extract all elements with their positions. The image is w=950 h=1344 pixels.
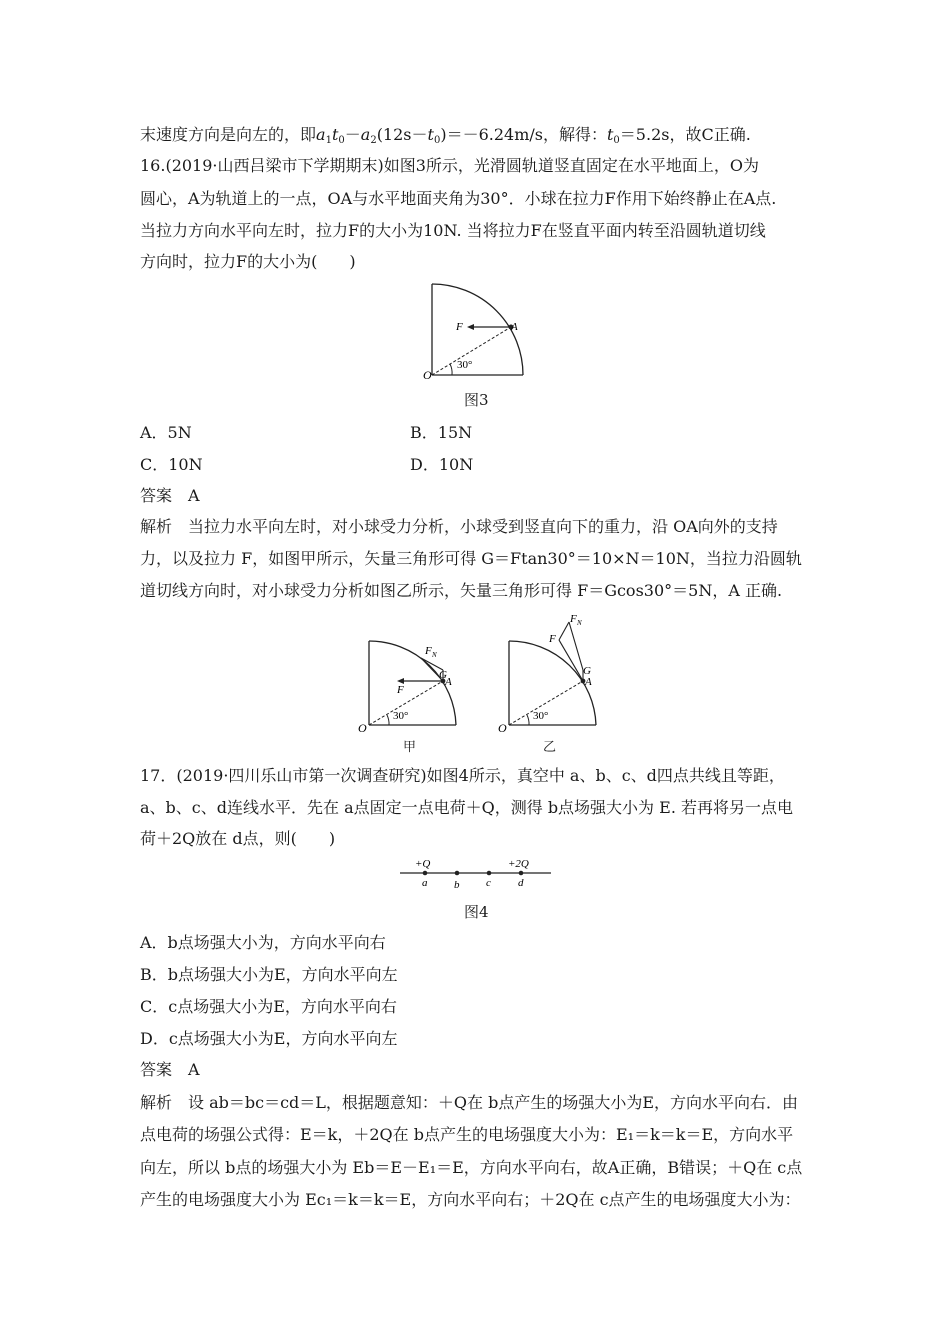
q17-option-c: C．c点场强大小为E，方向水平向右: [140, 997, 397, 1016]
figure-yi: [497, 610, 607, 737]
angle-arc: [527, 715, 529, 725]
label-f: F: [456, 321, 463, 333]
var-a2: a: [360, 125, 371, 144]
point-d: [519, 871, 524, 876]
q16-explanation-3: 道切线方向时，对小球受力分析如图乙所示，矢量三角形可得 F＝Gcos30°＝5N，A 正确.: [140, 581, 783, 600]
point-c: [487, 871, 492, 876]
label-b: b: [454, 879, 460, 891]
figure-4-caption: 图4: [464, 903, 489, 921]
q17-line-2: a、b、c、d连线水平．先在 a点固定一点电荷＋Q，测得 b点场强大小为 E. 若再将另一点电: [140, 798, 793, 817]
label-a: A: [585, 676, 592, 688]
label-plus-2q: +2Q: [508, 858, 529, 870]
angle-arc: [387, 715, 389, 725]
angle-arc: [450, 364, 452, 375]
sub: 2: [370, 135, 377, 146]
q16-line-2: 圆心，A为轨道上的一点，OA与水平地面夹角为30°．小球在拉力F作用下始终静止在A点.: [140, 189, 777, 208]
label-angle: 30°: [457, 359, 473, 371]
label-angle: 30°: [393, 710, 409, 722]
q16-line-1: 16.(2019·山西吕梁市下学期期末)如图3所示，光滑圆轨道竖直固定在水平地面上，O为: [140, 156, 760, 175]
q16-line-3: 当拉力方向水平向左时，拉力F的大小为10N. 当将拉力F在竖直平面内转至沿圆轨道切线: [140, 221, 766, 240]
label-g: G: [583, 665, 591, 677]
q17-option-b: B．b点场强大小为E，方向水平向左: [140, 965, 398, 984]
arrowhead: [467, 324, 474, 330]
label-a: A: [445, 676, 452, 688]
force-f: [559, 640, 583, 681]
sub: 0: [338, 135, 345, 146]
figure-3: [415, 282, 530, 382]
label-fn-sub: N: [432, 651, 437, 659]
label-f: F: [397, 684, 404, 696]
label-a: a: [422, 877, 428, 889]
q17-explanation-3: 向左，所以 b点的场强大小为 Eb＝E－E₁＝E，方向水平向右，故A正确，B错误；＋Q在 c点: [140, 1158, 803, 1177]
label-a: A: [511, 321, 518, 333]
q17-explanation-4: 产生的电场强度大小为 Ec₁＝k＝k＝E，方向水平向右；＋2Q在 c点产生的电场强度大小为：: [140, 1190, 801, 1209]
label-c: c: [486, 877, 491, 889]
label-d: d: [518, 877, 524, 889]
top-line: [140, 124, 751, 152]
q16-explanation-1: 解析 当拉力水平向左时，对小球受力分析，小球受到竖直向下的重力，沿 OA向外的支持: [140, 517, 778, 536]
figure-4: [395, 857, 555, 891]
text-span: (12s－: [376, 125, 428, 144]
q16-explanation-2: 力，以及拉力 F，如图甲所示，矢量三角形可得 G＝Ftan30°＝10×N＝10N，当拉力沿圆轨: [140, 549, 802, 568]
q17-line-3: 荷＋2Q放在 d点，则( ): [140, 829, 336, 848]
circular-track: [432, 284, 523, 375]
q17-answer: 答案 A: [140, 1060, 200, 1079]
label-fn-sub: N: [577, 619, 582, 627]
q17-explanation-1: 解析 设 ab＝bc＝cd＝L，根据题意知：＋Q在 b点产生的场强大小为E，方向水平向右．由: [140, 1093, 799, 1112]
figure-jia-caption: 甲: [403, 740, 417, 755]
var-t0: t: [331, 125, 339, 144]
point-a: [423, 871, 428, 876]
text-span: 末速度方向是向左的，即: [140, 125, 317, 144]
triangle-side: [569, 622, 583, 670]
q16-line-4: 方向时，拉力F的大小为( ): [140, 252, 356, 271]
q17-option-a: A．b点场强大小为，方向水平向右: [140, 933, 386, 952]
label-o: O: [358, 721, 367, 735]
figure-3-caption: 图3: [464, 391, 489, 409]
label-fn: F: [425, 645, 432, 657]
q16-option-d: D．10N: [410, 455, 474, 474]
q17-option-d: D．c点场强大小为E，方向水平向左: [140, 1029, 398, 1048]
text-span: )＝－6.24m/s，解得：: [440, 125, 607, 144]
q16-option-a: A．5N: [140, 423, 192, 442]
text-span: －: [344, 125, 361, 144]
label-angle: 30°: [533, 710, 549, 722]
figure-yi-caption: 乙: [543, 740, 557, 755]
sub: 0: [433, 135, 441, 146]
figure-jia: [357, 637, 467, 737]
label-f: F: [549, 633, 556, 645]
text-span: ＝5.2s，故C正确.: [619, 125, 751, 144]
q16-answer: 答案 A: [140, 486, 200, 505]
q16-option-b: B．15N: [410, 423, 473, 442]
label-g: G: [439, 669, 447, 681]
q17-line-1: 17．(2019·四川乐山市第一次调查研究)如图4所示，真空中 a、b、c、d四点共线且等距，: [140, 766, 785, 785]
q16-option-c: C．10N: [140, 455, 203, 474]
var-t0: t: [606, 125, 614, 144]
var-t0: t: [427, 125, 434, 144]
point-b: [455, 871, 460, 876]
sub: 1: [325, 135, 332, 146]
force-fn: [559, 622, 569, 640]
label-fn: F: [570, 613, 577, 625]
label-o: O: [498, 721, 507, 735]
q17-explanation-2: 点电荷的场强公式得：E＝k，＋2Q在 b点产生的电场强度大小为：E₁＝k＝k＝E，方向水平: [140, 1125, 794, 1144]
var-a1: a: [316, 125, 326, 144]
label-o: O: [423, 368, 432, 382]
sub: 0: [613, 135, 620, 146]
label-plus-q: +Q: [415, 858, 431, 870]
